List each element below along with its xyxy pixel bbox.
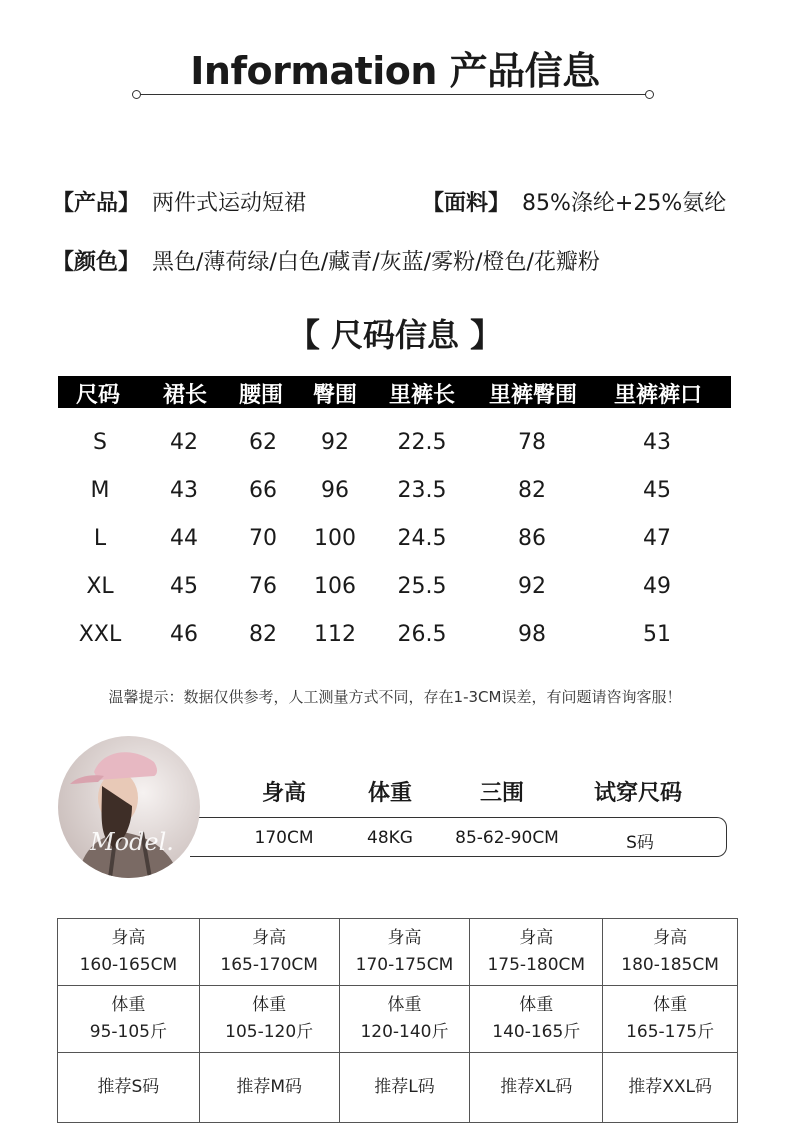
size-cell: 43 xyxy=(170,478,198,503)
size-cell: S xyxy=(93,430,107,455)
size-cell: 112 xyxy=(314,622,356,647)
size-table-row xyxy=(58,424,731,464)
model-header-weight: 体重 xyxy=(367,781,413,806)
size-cell: 66 xyxy=(249,478,277,503)
size-cell: 47 xyxy=(643,526,671,551)
height-row xyxy=(58,919,738,986)
size-table-row xyxy=(58,616,731,656)
recommended-size-cell: 推荐XXL码 xyxy=(603,1053,738,1123)
size-cell: XXL xyxy=(78,622,122,647)
size-cell: 45 xyxy=(643,478,671,503)
size-cell: 98 xyxy=(518,622,546,647)
size-cell: 25.5 xyxy=(397,574,447,599)
size-table-row xyxy=(58,472,731,512)
recommended-size-cell: 推荐XL码 xyxy=(470,1053,603,1123)
recommended-size-cell: 推荐M码 xyxy=(199,1053,339,1123)
weight-cell: 体重 165-175斤 xyxy=(603,986,738,1053)
color-info xyxy=(52,245,600,276)
size-cell: 78 xyxy=(518,430,546,455)
size-header-cell: 臀围 xyxy=(312,383,358,408)
product-value: 两件式运动短裙 xyxy=(152,191,307,216)
model-header-height: 身高 xyxy=(261,781,307,806)
color-key: 【颜色】 xyxy=(52,250,141,275)
size-recommendation-table xyxy=(57,918,738,1123)
size-cell: 92 xyxy=(518,574,546,599)
color-value: 黑色/薄荷绿/白色/藏青/灰蓝/雾粉/橙色/花瓣粉 xyxy=(152,250,600,275)
recommended-size-cell: 推荐L码 xyxy=(339,1053,470,1123)
model-photo xyxy=(58,736,200,878)
title-divider-dot-left xyxy=(132,90,141,99)
size-cell: 82 xyxy=(518,478,546,503)
height-cell: 身高 170-175CM xyxy=(339,919,470,986)
size-cell: 49 xyxy=(643,574,671,599)
model-header-size: 试穿尺码 xyxy=(593,781,683,806)
model-value-size: S码 xyxy=(626,833,654,853)
product-key: 【产品】 xyxy=(52,191,141,216)
size-header-cell: 尺码 xyxy=(75,383,121,408)
weight-cell: 体重 140-165斤 xyxy=(470,986,603,1053)
fabric-key: 【面料】 xyxy=(422,191,511,216)
weight-cell: 体重 95-105斤 xyxy=(58,986,200,1053)
size-cell: 45 xyxy=(170,574,198,599)
size-cell: 42 xyxy=(170,430,198,455)
height-cell: 身高 160-165CM xyxy=(58,919,200,986)
size-cell: 106 xyxy=(314,574,356,599)
size-cell: 43 xyxy=(643,430,671,455)
size-header-cell: 里裤裤口 xyxy=(613,383,703,408)
size-cell: 22.5 xyxy=(397,430,447,455)
model-label: Model. xyxy=(90,828,174,856)
size-cell: M xyxy=(90,478,110,503)
size-cell: 96 xyxy=(321,478,349,503)
size-cell: 100 xyxy=(314,526,356,551)
size-cell: 86 xyxy=(518,526,546,551)
weight-row xyxy=(58,986,738,1053)
fabric-info xyxy=(422,186,726,217)
size-table-row xyxy=(58,568,731,608)
size-table-header xyxy=(58,376,731,408)
size-header-cell: 腰围 xyxy=(238,383,284,408)
size-cell: 23.5 xyxy=(397,478,447,503)
size-section-title: 【 尺码信息 】 xyxy=(287,316,503,354)
size-header-cell: 裙长 xyxy=(162,383,208,408)
measurement-note: 温馨提示：数据仅供参考，人工测量方式不同，存在1-3CM误差，有问题请咨询客服！ xyxy=(108,688,682,706)
model-value-measurements: 85-62-90CM xyxy=(455,828,559,848)
title-divider xyxy=(136,94,650,95)
size-cell: 46 xyxy=(170,622,198,647)
weight-cell: 体重 120-140斤 xyxy=(339,986,470,1053)
recommended-size-cell: 推荐S码 xyxy=(58,1053,200,1123)
model-photo-illustration xyxy=(58,736,200,878)
size-cell: 92 xyxy=(321,430,349,455)
size-cell: 26.5 xyxy=(397,622,447,647)
size-cell: 76 xyxy=(249,574,277,599)
product-info xyxy=(52,186,306,217)
size-cell: 62 xyxy=(249,430,277,455)
size-cell: L xyxy=(93,526,107,551)
size-cell: 44 xyxy=(170,526,198,551)
fabric-value: 85%涤纶+25%氨纶 xyxy=(522,191,727,216)
size-table-row xyxy=(58,520,731,560)
size-header-cell: 里裤长 xyxy=(388,383,456,408)
recommended-size-row xyxy=(58,1053,738,1123)
page-title: Information 产品信息 xyxy=(190,49,600,93)
height-cell: 身高 165-170CM xyxy=(199,919,339,986)
model-header-measurements: 三围 xyxy=(479,781,525,806)
size-cell: 82 xyxy=(249,622,277,647)
height-cell: 身高 180-185CM xyxy=(603,919,738,986)
size-cell: 24.5 xyxy=(397,526,447,551)
height-cell: 身高 175-180CM xyxy=(470,919,603,986)
size-cell: 70 xyxy=(249,526,277,551)
title-divider-dot-right xyxy=(645,90,654,99)
size-cell: 51 xyxy=(643,622,671,647)
model-value-height: 170CM xyxy=(254,828,314,848)
size-header-cell: 里裤臀围 xyxy=(488,383,578,408)
weight-cell: 体重 105-120斤 xyxy=(199,986,339,1053)
model-value-weight: 48KG xyxy=(367,828,413,848)
size-cell: XL xyxy=(86,574,114,599)
